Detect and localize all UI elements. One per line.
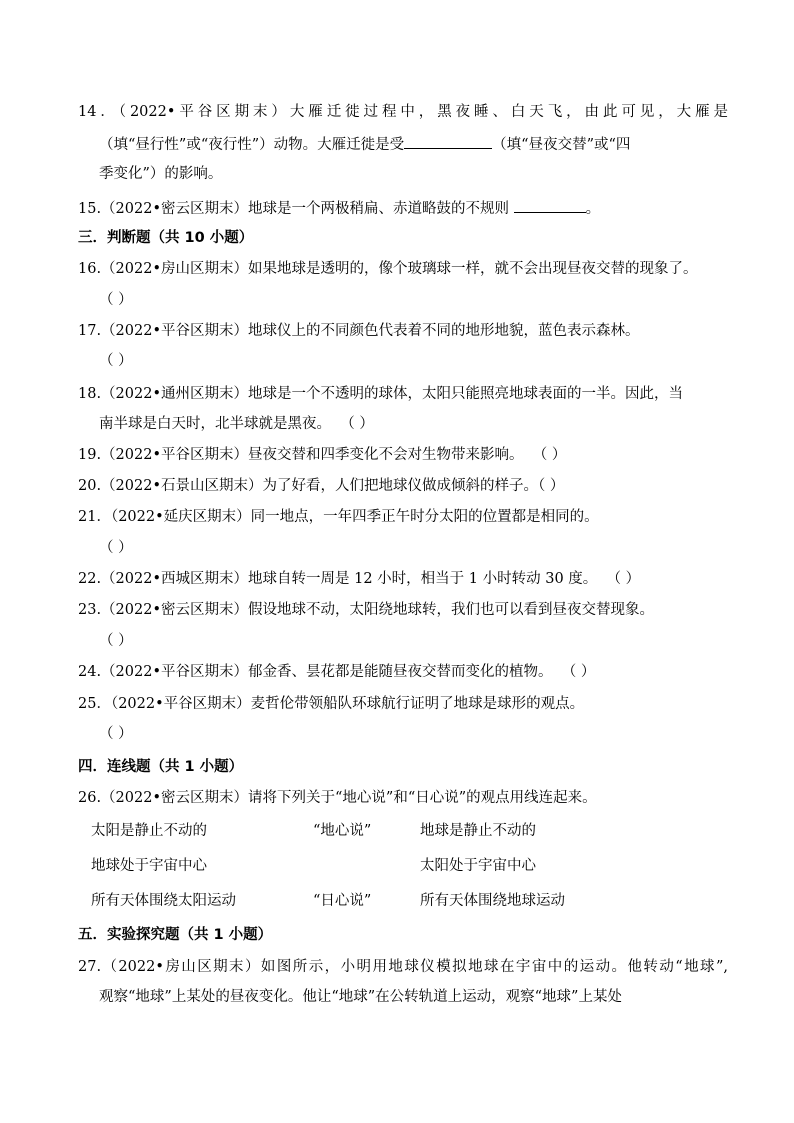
- q15-text: 15.（2022•密云区期末）地球是一个两极稍扁、赤道略鼓的不规则: [78, 201, 510, 217]
- q22-line: [78, 569, 728, 589]
- q16-text: 16.（2022•房山区期末）如果地球是透明的，像个玻璃球一样，就不会出现昼夜交替的现象了。: [78, 261, 698, 277]
- q16-answer-paren: （ ）: [99, 292, 133, 308]
- q23-text: 23.（2022•密云区期末）假设地球不动，太阳绕地球转，我们也可以看到昼夜交替现象。: [78, 602, 655, 618]
- q15-answer-blank: [514, 197, 586, 213]
- q14-line3: 季变化”）的影响。: [99, 166, 223, 182]
- q21-answer-paren: （ ）: [99, 540, 133, 556]
- q26-middle-item-2: “日心说”: [313, 893, 372, 909]
- q27-line2: 观察“地球”上某处的昼夜变化。他让“地球”在公转轨道上运动，观察“地球”上某处: [99, 989, 622, 1005]
- q26-left-item-2: 地球处于宇宙中心: [91, 858, 207, 874]
- q27-line1: 27.（2022•房山区期末）如图所示，小明用地球仪模拟地球在宇宙中的运动。他转动“地球”,: [78, 959, 728, 975]
- q20-text: 20.（2022•石景山区期末）为了好看，人们把地球仪做成倾斜的样子。: [78, 478, 539, 494]
- q20-line: [78, 476, 728, 496]
- q26-right-item-3: 所有天体围绕地球运动: [420, 893, 565, 909]
- section-3-title: 三．判断题（共 10 小题）: [78, 230, 254, 246]
- q26-right-item-1: 地球是静止不动的: [420, 823, 536, 839]
- q26-left-item-1: 太阳是静止不动的: [91, 823, 207, 839]
- q26-right-item-2: 太阳处于宇宙中心: [420, 858, 536, 874]
- q20-answer-paren: （ ）: [538, 478, 565, 494]
- q19-line: [78, 445, 728, 465]
- q25-answer-paren: （ ）: [99, 726, 133, 742]
- q26-text: 26.（2022•密云区期末）请将下列关于“地心说”和“日心说”的观点用线连起来。: [78, 790, 597, 806]
- q18-text: 18.（2022•通州区期末）地球是一个不透明的球体，太阳只能照亮地球表面的一半。因此，当: [78, 386, 684, 402]
- q24-text: 24.（2022•平谷区期末）郁金香、昙花都是能随昼夜交替而变化的植物。: [78, 664, 553, 680]
- q26-left-item-3: 所有天体围绕太阳运动: [91, 893, 236, 909]
- q17-text: 17.（2022•平谷区期末）地球仪上的不同颜色代表着不同的地形地貌，蓝色表示森林。: [78, 323, 640, 339]
- q24-line: [78, 662, 728, 682]
- q26-middle-item-1: “地心说”: [313, 823, 372, 839]
- section-5-title: 五．实验探究题（共 1 小题）: [78, 927, 273, 943]
- q14-line2-b: （填“昼夜交替”或“四: [492, 137, 631, 153]
- q19-text: 19.（2022•平谷区期末）昼夜交替和四季变化不会对生物带来影响。: [78, 447, 524, 463]
- q15-end: 。: [585, 201, 601, 217]
- q14-line2: [99, 133, 749, 155]
- q22-text: 22.（2022•西城区期末）地球自转一周是 12 小时，相当于 1 小时转动 30 度。: [78, 571, 598, 587]
- q14-answer-blank: [404, 133, 492, 149]
- q17-answer-paren: （ ）: [99, 353, 133, 369]
- q18-answer-paren: （ ）: [340, 416, 374, 432]
- q23-answer-paren: （ ）: [99, 633, 133, 649]
- q15-line: [78, 197, 728, 219]
- q21-text: 21．（2022•延庆区期末）同一地点，一年四季正午时分太阳的位置都是相同的。: [78, 509, 599, 525]
- q19-answer-paren: （ ）: [532, 447, 567, 463]
- q18-line2: [99, 414, 749, 434]
- q18-text2: 南半球是白天时，北半球就是黑夜。: [99, 416, 331, 432]
- q25-text: 25．（2022•平谷区期末）麦哲伦带领船队环球航行证明了地球是球形的观点。: [78, 696, 585, 712]
- q22-answer-paren: （ ）: [606, 571, 641, 587]
- q24-answer-paren: （ ）: [561, 664, 596, 680]
- section-4-title: 四．连线题（共 1 小题）: [78, 759, 244, 775]
- q14-line2-a: （填“昼行性”或“夜行性”）动物。大雁迁徙是受: [99, 137, 405, 153]
- q14-line1: 14．（2022•平谷区期末）大雁迁徙过程中，黑夜睡、白天飞，由此可见，大雁是: [78, 104, 728, 120]
